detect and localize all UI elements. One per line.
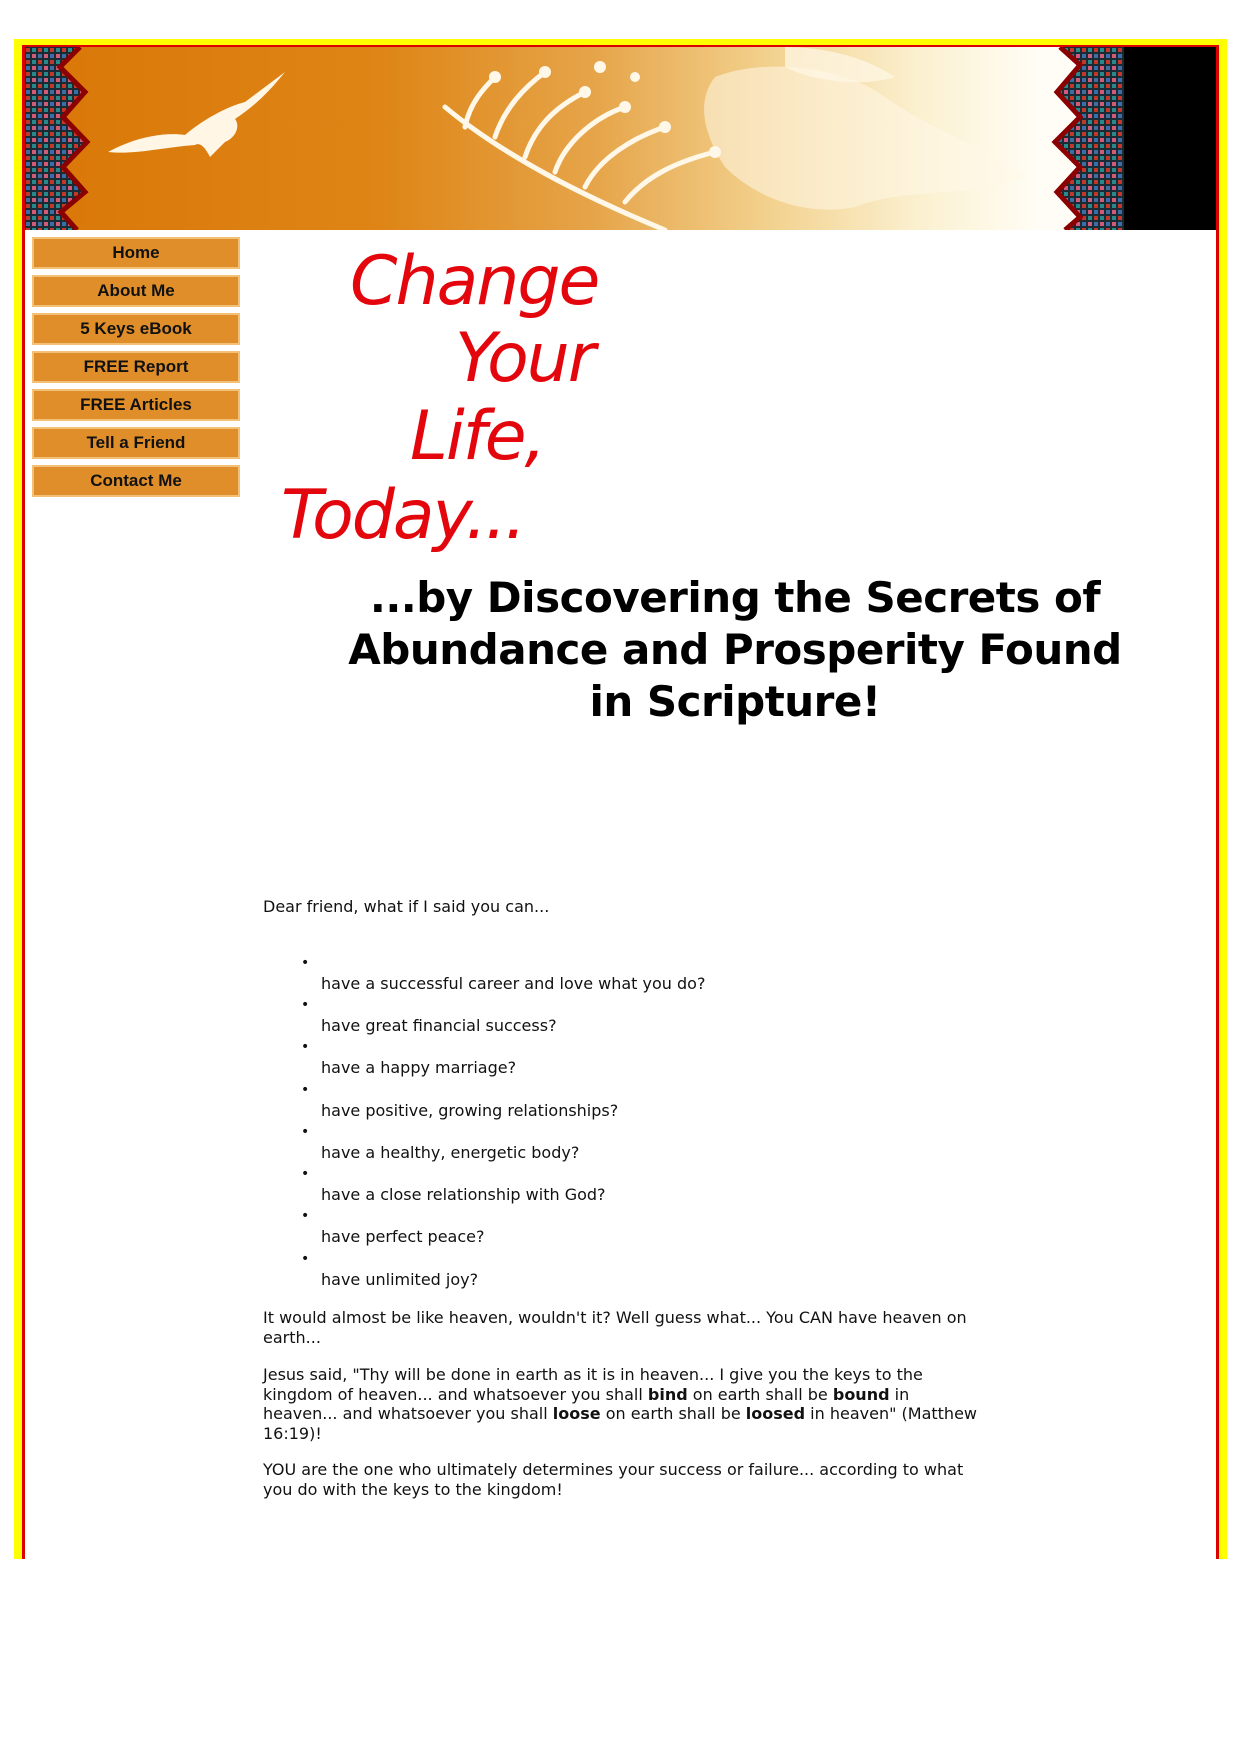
hero-word-life: Life, [410,397,545,476]
emphasis-bind: bind [647,1384,688,1404]
emphasis-loosed: loosed [745,1404,806,1423]
bullet-icon: • [301,955,310,971]
nav-free-report-button[interactable]: FREE Report [32,351,240,383]
scripture-quote-paragraph: Jesus said, "Thy will be done in earth as it is in heaven... I give you the keys to the kingdom of heaven... and whatsoever you shall bind on earth shall be bound in heaven... and whatsoever you shall loose on earth shall be loosed in heaven" (Matthew 16:19)! [263,1365,977,1443]
bullet-icon: • [301,1251,310,1267]
bullet-icon: • [301,1124,310,1140]
nav-about-me-button[interactable]: About Me [32,275,240,307]
banner-black-block [1124,47,1216,230]
bullet-icon: • [301,1166,310,1182]
nav-tell-a-friend-button[interactable]: Tell a Friend [32,427,240,459]
header-banner [25,47,1216,230]
nav-home-button[interactable]: Home [32,237,240,269]
heaven-paragraph: It would almost be like heaven, wouldn't it? Well guess what... You CAN have heaven on earth... [263,1308,967,1347]
emphasis-bound: bound [832,1384,890,1404]
nav-5-keys-ebook-button[interactable]: 5 Keys eBook [32,313,240,345]
intro-text: Dear friend, what if I said you can... [263,897,550,916]
bullet-icon: • [301,997,310,1013]
nav-contact-me-button[interactable]: Contact Me [32,465,240,497]
banner-image [25,47,1216,230]
hero-word-today: Today... [281,476,525,555]
hero-word-change: Change [350,242,599,321]
bullet-icon: • [301,1039,310,1055]
hero-word-your: Your [455,319,594,398]
closing-paragraph: YOU are the one who ultimately determines your success or failure... according to what you do with the keys to the kingdom! [263,1460,964,1499]
nav-free-articles-button[interactable]: FREE Articles [32,389,240,421]
emphasis-loose: loose [552,1404,601,1423]
subheadline: ...by Discovering the Secrets of Abundance and Prosperity Found in Scripture! [348,573,1122,726]
bullet-icon: • [301,1082,310,1098]
bullet-icon: • [301,1208,310,1224]
